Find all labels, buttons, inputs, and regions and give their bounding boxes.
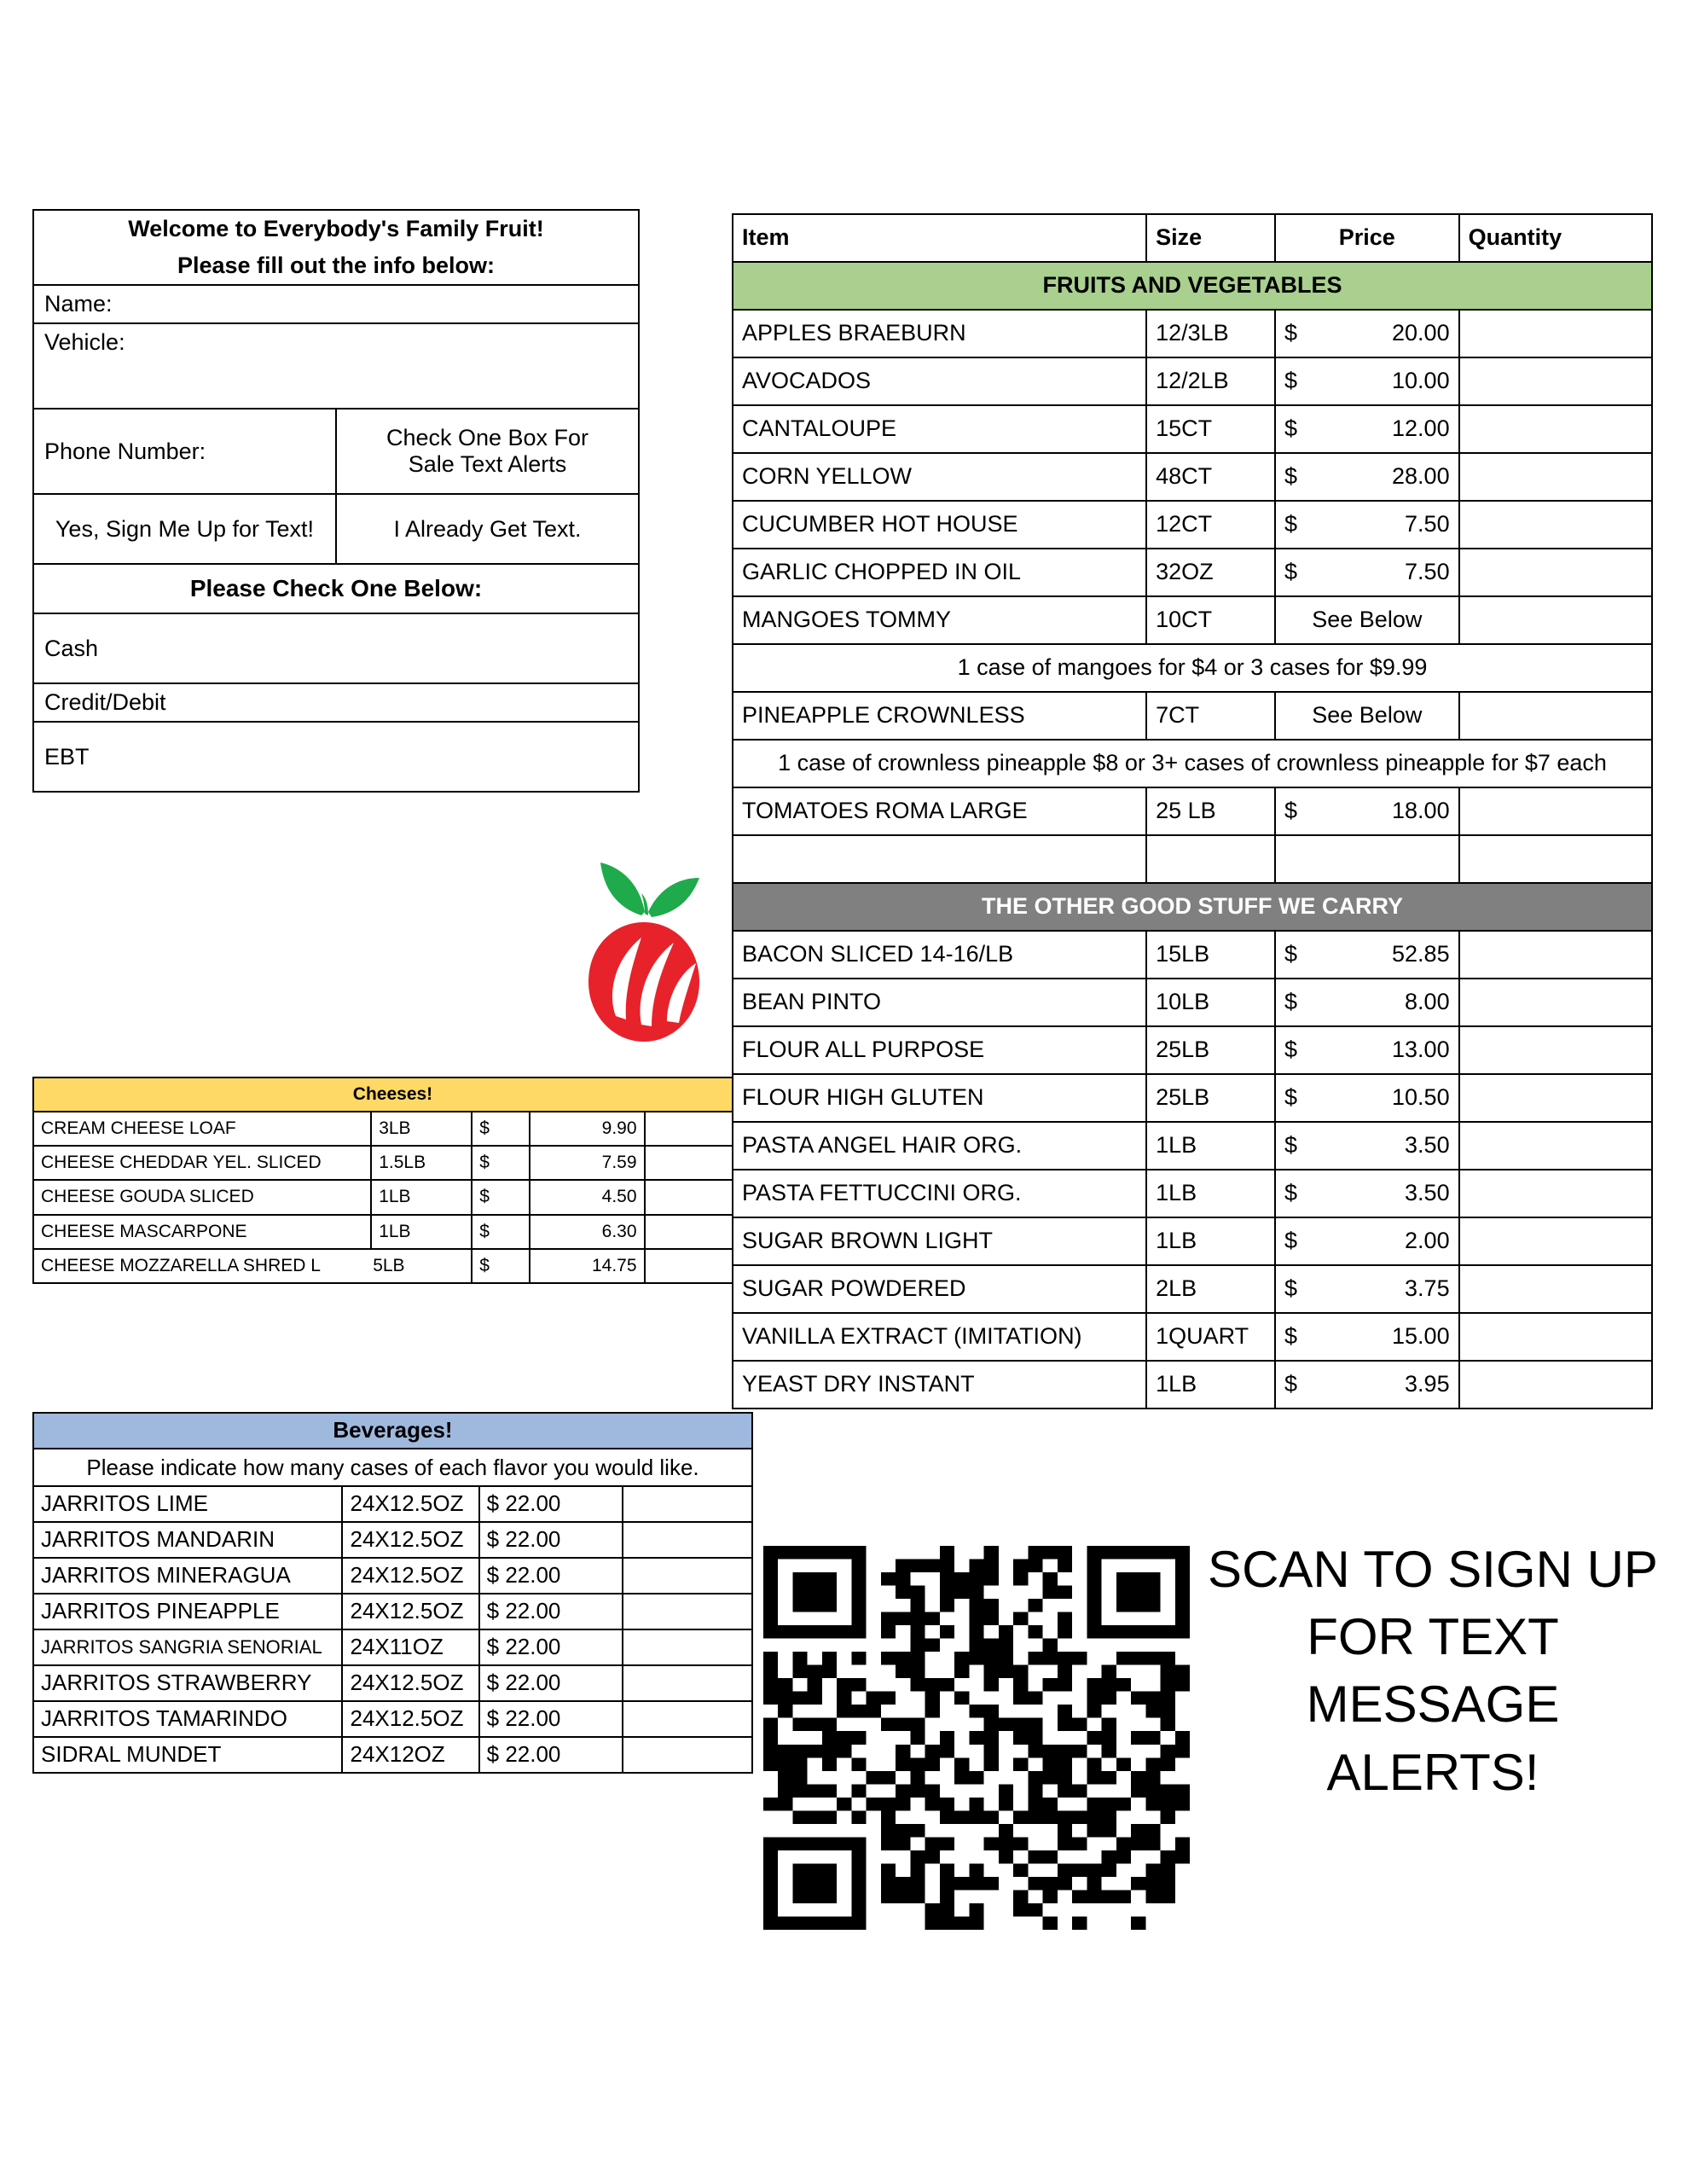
other-item-size: 10LB: [1146, 979, 1275, 1026]
cheese-dollar-sign: $: [472, 1180, 529, 1214]
beverage-item-size: 24X12.5OZ: [342, 1594, 478, 1629]
other-item-price: 3.50: [1330, 1122, 1459, 1170]
section-header-produce: [733, 262, 1652, 310]
other-item-name: FLOUR ALL PURPOSE: [733, 1026, 1146, 1074]
optin-yes-checkbox[interactable]: Yes, Sign Me Up for Text!: [33, 494, 336, 564]
table-row[interactable]: [33, 1146, 752, 1180]
other-quantity-input[interactable]: [1459, 1074, 1652, 1122]
beverage-item-name: JARRITOS MINERAGUA: [33, 1558, 342, 1594]
other-dollar-sign: $: [1275, 979, 1330, 1026]
beverages-note-row: [33, 1449, 752, 1487]
other-item-price: 3.95: [1330, 1361, 1459, 1409]
name-row[interactable]: [33, 285, 639, 323]
produce-dollar-sign: $: [1275, 357, 1330, 405]
produce-item-size: 12CT: [1146, 501, 1275, 549]
text-alert-line2: Sale Text Alerts: [408, 451, 567, 478]
section-header-produce-label: FRUITS AND VEGETABLES: [733, 262, 1652, 310]
table-row[interactable]: [733, 787, 1652, 835]
other-item-price: 8.00: [1330, 979, 1459, 1026]
table-row[interactable]: [733, 1026, 1652, 1074]
produce-item-name: GARLIC CHOPPED IN OIL: [733, 549, 1146, 596]
cheese-item-name: CHEESE CHEDDAR YEL. SLICED: [33, 1146, 371, 1180]
table-row[interactable]: [33, 1522, 752, 1558]
produce-item-size: 48CT: [1146, 453, 1275, 501]
beverage-quantity-input[interactable]: [623, 1486, 752, 1522]
produce-quantity-input[interactable]: [1459, 357, 1652, 405]
other-quantity-input[interactable]: [1459, 1217, 1652, 1265]
produce-dollar-sign: $: [1275, 787, 1330, 835]
table-row[interactable]: [733, 692, 1652, 740]
beverage-item-size: 24X12.5OZ: [342, 1665, 478, 1701]
beverage-item-size: 24X12.5OZ: [342, 1558, 478, 1594]
column-header-quantity: Quantity: [1459, 214, 1652, 262]
other-dollar-sign: $: [1275, 1170, 1330, 1217]
other-dollar-sign: $: [1275, 1122, 1330, 1170]
payment-option-ebt[interactable]: EBT: [33, 722, 639, 792]
produce-quantity-input[interactable]: [1459, 501, 1652, 549]
other-item-price: 3.50: [1330, 1170, 1459, 1217]
produce-item-size: 15CT: [1146, 405, 1275, 453]
table-row[interactable]: [33, 1594, 752, 1629]
form-heading-line1: Welcome to Everybody's Family Fruit!: [33, 210, 639, 247]
produce-item-size: 25 LB: [1146, 787, 1275, 835]
payment-row-ebt[interactable]: [33, 722, 639, 792]
check-one-heading: Please Check One Below:: [33, 564, 639, 613]
table-row[interactable]: [33, 1215, 752, 1249]
other-item-name: SUGAR POWDERED: [733, 1265, 1146, 1313]
produce-item-size: 12/3LB: [1146, 310, 1275, 357]
name-label[interactable]: Name:: [33, 285, 639, 323]
vehicle-label[interactable]: Vehicle:: [33, 323, 639, 409]
table-row[interactable]: [733, 501, 1652, 549]
other-quantity-input[interactable]: [1459, 1361, 1652, 1409]
beverage-item-name: JARRITOS LIME: [33, 1486, 342, 1522]
produce-quantity-input[interactable]: [1459, 405, 1652, 453]
text-alert-line1: Check One Box For: [386, 425, 589, 451]
table-row[interactable]: [33, 1629, 752, 1665]
form-heading-line2: Please fill out the info below:: [33, 247, 639, 285]
table-row[interactable]: [33, 1701, 752, 1737]
table-row[interactable]: [733, 1217, 1652, 1265]
other-item-size: 1LB: [1146, 1122, 1275, 1170]
other-item-name: YEAST DRY INSTANT: [733, 1361, 1146, 1409]
produce-item-price: 18.00: [1330, 787, 1459, 835]
beverage-item-price: $ 22.00: [479, 1558, 623, 1594]
beverages-section: [32, 1412, 753, 1774]
produce-item-price: 28.00: [1330, 453, 1459, 501]
cheese-item-name: CHEESE MASCARPONE: [33, 1215, 371, 1249]
table-row[interactable]: [33, 1112, 752, 1146]
other-quantity-input[interactable]: [1459, 1026, 1652, 1074]
cheeses-section: [32, 1077, 753, 1284]
table-row[interactable]: [733, 405, 1652, 453]
other-item-size: 1QUART: [1146, 1313, 1275, 1361]
produce-dollar-sign: $: [1275, 310, 1330, 357]
text-alert-instructions: [336, 409, 639, 494]
produce-item-name: CANTALOUPE: [733, 405, 1146, 453]
produce-quantity-input[interactable]: [1459, 549, 1652, 596]
beverage-item-price: $ 22.00: [479, 1486, 623, 1522]
produce-quantity-input[interactable]: [1459, 596, 1652, 644]
order-header-row: [733, 214, 1652, 262]
produce-item-size: 32OZ: [1146, 549, 1275, 596]
other-dollar-sign: $: [1275, 1026, 1330, 1074]
payment-row-credit[interactable]: [33, 683, 639, 722]
beverage-item-price: $ 22.00: [479, 1737, 623, 1773]
produce-item-price: See Below: [1275, 596, 1459, 644]
beverage-item-name: JARRITOS SANGRIA SENORIAL: [33, 1629, 342, 1665]
beverage-quantity-input[interactable]: [623, 1737, 752, 1773]
other-quantity-input[interactable]: [1459, 931, 1652, 979]
produce-dollar-sign: $: [1275, 549, 1330, 596]
blank-row[interactable]: [733, 835, 1652, 883]
cheese-item-size: 3LB: [371, 1112, 472, 1146]
other-item-size: 2LB: [1146, 1265, 1275, 1313]
phone-row[interactable]: [33, 409, 639, 494]
cheese-item-size: 1LB: [371, 1180, 472, 1214]
beverage-item-price: $ 22.00: [479, 1594, 623, 1629]
apple-logo-icon: [563, 849, 725, 1045]
other-item-price: 13.00: [1330, 1026, 1459, 1074]
beverage-item-name: JARRITOS STRAWBERRY: [33, 1665, 342, 1701]
beverage-quantity-input[interactable]: [623, 1701, 752, 1737]
other-dollar-sign: $: [1275, 1313, 1330, 1361]
produce-dollar-sign: $: [1275, 405, 1330, 453]
other-dollar-sign: $: [1275, 1217, 1330, 1265]
blank-quantity-input[interactable]: [1459, 835, 1652, 883]
beverage-item-price: $ 22.00: [479, 1629, 623, 1665]
cheese-item-name: CREAM CHEESE LOAF: [33, 1112, 371, 1146]
check-one-row: [33, 564, 639, 613]
form-heading-row-2: [33, 247, 639, 285]
customer-info-form: [32, 209, 640, 793]
other-item-name: SUGAR BROWN LIGHT: [733, 1217, 1146, 1265]
blank-item-size[interactable]: [1146, 835, 1275, 883]
other-quantity-input[interactable]: [1459, 979, 1652, 1026]
blank-dollar-sign: [1275, 835, 1330, 883]
cheese-item-size: 5LB: [371, 1249, 472, 1283]
produce-item-name: TOMATOES ROMA LARGE: [733, 787, 1146, 835]
other-item-size: 1LB: [1146, 1170, 1275, 1217]
other-quantity-input[interactable]: [1459, 1313, 1652, 1361]
other-item-name: VANILLA EXTRACT (IMITATION): [733, 1313, 1146, 1361]
payment-row-cash[interactable]: [33, 613, 639, 683]
produce-item-price: 12.00: [1330, 405, 1459, 453]
other-dollar-sign: $: [1275, 1265, 1330, 1313]
beverage-item-size: 24X12OZ: [342, 1737, 478, 1773]
cheeses-banner-label: Cheeses!: [33, 1077, 752, 1112]
optin-already-checkbox[interactable]: I Already Get Text.: [336, 494, 639, 564]
produce-item-name: PINEAPPLE CROWNLESS: [733, 692, 1146, 740]
beverage-item-name: JARRITOS MANDARIN: [33, 1522, 342, 1558]
cheese-item-price: 14.75: [530, 1249, 645, 1283]
other-item-price: 52.85: [1330, 931, 1459, 979]
beverage-item-name: JARRITOS PINEAPPLE: [33, 1594, 342, 1629]
beverage-quantity-input[interactable]: [623, 1522, 752, 1558]
cheese-dollar-sign: $: [472, 1146, 529, 1180]
qr-code-icon[interactable]: [763, 1546, 1190, 1930]
cheese-item-price: 4.50: [530, 1180, 645, 1214]
other-item-name: BACON SLICED 14-16/LB: [733, 931, 1146, 979]
cheese-dollar-sign: $: [472, 1249, 529, 1283]
cheese-dollar-sign: $: [472, 1112, 529, 1146]
table-row[interactable]: [733, 596, 1652, 644]
table-row[interactable]: [733, 1313, 1652, 1361]
beverage-item-size: 24X12.5OZ: [342, 1701, 478, 1737]
table-row[interactable]: [33, 1249, 752, 1283]
cheeses-banner-row: [33, 1077, 752, 1112]
beverage-item-name: SIDRAL MUNDET: [33, 1737, 342, 1773]
cheese-item-price: 6.30: [530, 1215, 645, 1249]
table-row[interactable]: [33, 1665, 752, 1701]
produce-item-price: 7.50: [1330, 549, 1459, 596]
table-row[interactable]: [733, 979, 1652, 1026]
beverage-quantity-input[interactable]: [623, 1594, 752, 1629]
beverage-quantity-input[interactable]: [623, 1629, 752, 1665]
table-row[interactable]: [733, 357, 1652, 405]
beverage-item-price: $ 22.00: [479, 1665, 623, 1701]
column-header-size: Size: [1146, 214, 1275, 262]
table-row[interactable]: [733, 453, 1652, 501]
other-item-size: 15LB: [1146, 931, 1275, 979]
pineapple-promo-row: [733, 740, 1652, 787]
table-row[interactable]: [33, 1558, 752, 1594]
produce-item-name: AVOCADOS: [733, 357, 1146, 405]
table-row[interactable]: [733, 310, 1652, 357]
table-row[interactable]: [33, 1180, 752, 1214]
cheese-item-price: 9.90: [530, 1112, 645, 1146]
other-item-size: 25LB: [1146, 1026, 1275, 1074]
other-item-price: 3.75: [1330, 1265, 1459, 1313]
produce-item-size: 10CT: [1146, 596, 1275, 644]
produce-quantity-input[interactable]: [1459, 787, 1652, 835]
table-row[interactable]: [733, 1074, 1652, 1122]
other-item-price: 10.50: [1330, 1074, 1459, 1122]
produce-item-name: CORN YELLOW: [733, 453, 1146, 501]
order-table: [732, 213, 1653, 1409]
payment-option-credit-debit[interactable]: Credit/Debit: [33, 683, 639, 722]
form-heading-row-1: [33, 210, 639, 247]
produce-item-price: 10.00: [1330, 357, 1459, 405]
blank-item-name[interactable]: [733, 835, 1146, 883]
phone-label[interactable]: Phone Number:: [33, 409, 336, 494]
beverage-quantity-input[interactable]: [623, 1558, 752, 1594]
cheese-item-price: 7.59: [530, 1146, 645, 1180]
other-dollar-sign: $: [1275, 931, 1330, 979]
table-row[interactable]: [733, 1122, 1652, 1170]
other-dollar-sign: $: [1275, 1361, 1330, 1409]
blank-item-price[interactable]: [1330, 835, 1459, 883]
produce-dollar-sign: $: [1275, 501, 1330, 549]
beverages-note: Please indicate how many cases of each flavor you would like.: [33, 1449, 752, 1487]
other-item-name: PASTA FETTUCCINI ORG.: [733, 1170, 1146, 1217]
cheese-dollar-sign: $: [472, 1215, 529, 1249]
produce-dollar-sign: $: [1275, 453, 1330, 501]
other-item-name: FLOUR HIGH GLUTEN: [733, 1074, 1146, 1122]
table-row[interactable]: [33, 1737, 752, 1773]
produce-item-price: 20.00: [1330, 310, 1459, 357]
produce-item-name: MANGOES TOMMY: [733, 596, 1146, 644]
customer-info-table: [32, 209, 640, 793]
produce-quantity-input[interactable]: [1459, 453, 1652, 501]
produce-item-name: APPLES BRAEBURN: [733, 310, 1146, 357]
other-item-name: PASTA ANGEL HAIR ORG.: [733, 1122, 1146, 1170]
beverage-item-size: 24X11OZ: [342, 1629, 478, 1665]
section-header-other: [733, 883, 1652, 931]
beverage-item-size: 24X12.5OZ: [342, 1486, 478, 1522]
cheese-item-size: 1LB: [371, 1215, 472, 1249]
mango-promo-row: [733, 644, 1652, 692]
produce-quantity-input[interactable]: [1459, 692, 1652, 740]
pineapple-promo-note: 1 case of crownless pineapple $8 or 3+ cases of crownless pineapple for $7 each: [733, 740, 1652, 787]
cheese-item-size: 1.5LB: [371, 1146, 472, 1180]
beverage-quantity-input[interactable]: [623, 1665, 752, 1701]
beverage-item-price: $ 22.00: [479, 1522, 623, 1558]
produce-item-size: 12/2LB: [1146, 357, 1275, 405]
table-row[interactable]: [733, 1265, 1652, 1313]
table-row[interactable]: [733, 1361, 1652, 1409]
mango-promo-note: 1 case of mangoes for $4 or 3 cases for $9.99: [733, 644, 1652, 692]
table-row[interactable]: [733, 931, 1652, 979]
payment-option-cash[interactable]: Cash: [33, 613, 639, 683]
other-dollar-sign: $: [1275, 1074, 1330, 1122]
table-row[interactable]: [33, 1486, 752, 1522]
cheeses-table: [32, 1077, 753, 1284]
cheese-item-name: CHEESE MOZZARELLA SHRED L: [33, 1249, 371, 1283]
other-item-price: 2.00: [1330, 1217, 1459, 1265]
produce-item-price: See Below: [1275, 692, 1459, 740]
other-quantity-input[interactable]: [1459, 1122, 1652, 1170]
produce-item-name: CUCUMBER HOT HOUSE: [733, 501, 1146, 549]
beverage-item-name: JARRITOS TAMARINDO: [33, 1701, 342, 1737]
column-header-price: Price: [1275, 214, 1459, 262]
other-item-size: 25LB: [1146, 1074, 1275, 1122]
beverages-table: [32, 1412, 753, 1774]
column-header-item: Item: [733, 214, 1146, 262]
beverage-item-size: 24X12.5OZ: [342, 1522, 478, 1558]
text-optin-row[interactable]: [33, 494, 639, 564]
cheese-item-name: CHEESE GOUDA SLICED: [33, 1180, 371, 1214]
order-table-section: [732, 213, 1653, 1409]
other-item-size: 1LB: [1146, 1361, 1275, 1409]
beverages-banner-label: Beverages!: [33, 1413, 752, 1449]
qr-caption: SCAN TO SIGN UP FOR TEXT MESSAGE ALERTS!: [1208, 1541, 1658, 1801]
section-header-other-label: THE OTHER GOOD STUFF WE CARRY: [733, 883, 1652, 931]
produce-item-size: 7CT: [1146, 692, 1275, 740]
other-quantity-input[interactable]: [1459, 1170, 1652, 1217]
other-item-name: BEAN PINTO: [733, 979, 1146, 1026]
beverages-banner-row: [33, 1413, 752, 1449]
other-item-size: 1LB: [1146, 1217, 1275, 1265]
other-item-price: 15.00: [1330, 1313, 1459, 1361]
produce-quantity-input[interactable]: [1459, 310, 1652, 357]
produce-item-price: 7.50: [1330, 501, 1459, 549]
table-row[interactable]: [733, 1170, 1652, 1217]
other-quantity-input[interactable]: [1459, 1265, 1652, 1313]
beverage-item-price: $ 22.00: [479, 1701, 623, 1737]
table-row[interactable]: [733, 549, 1652, 596]
vehicle-row[interactable]: [33, 323, 639, 409]
qr-signup-block: [763, 1536, 1659, 1945]
